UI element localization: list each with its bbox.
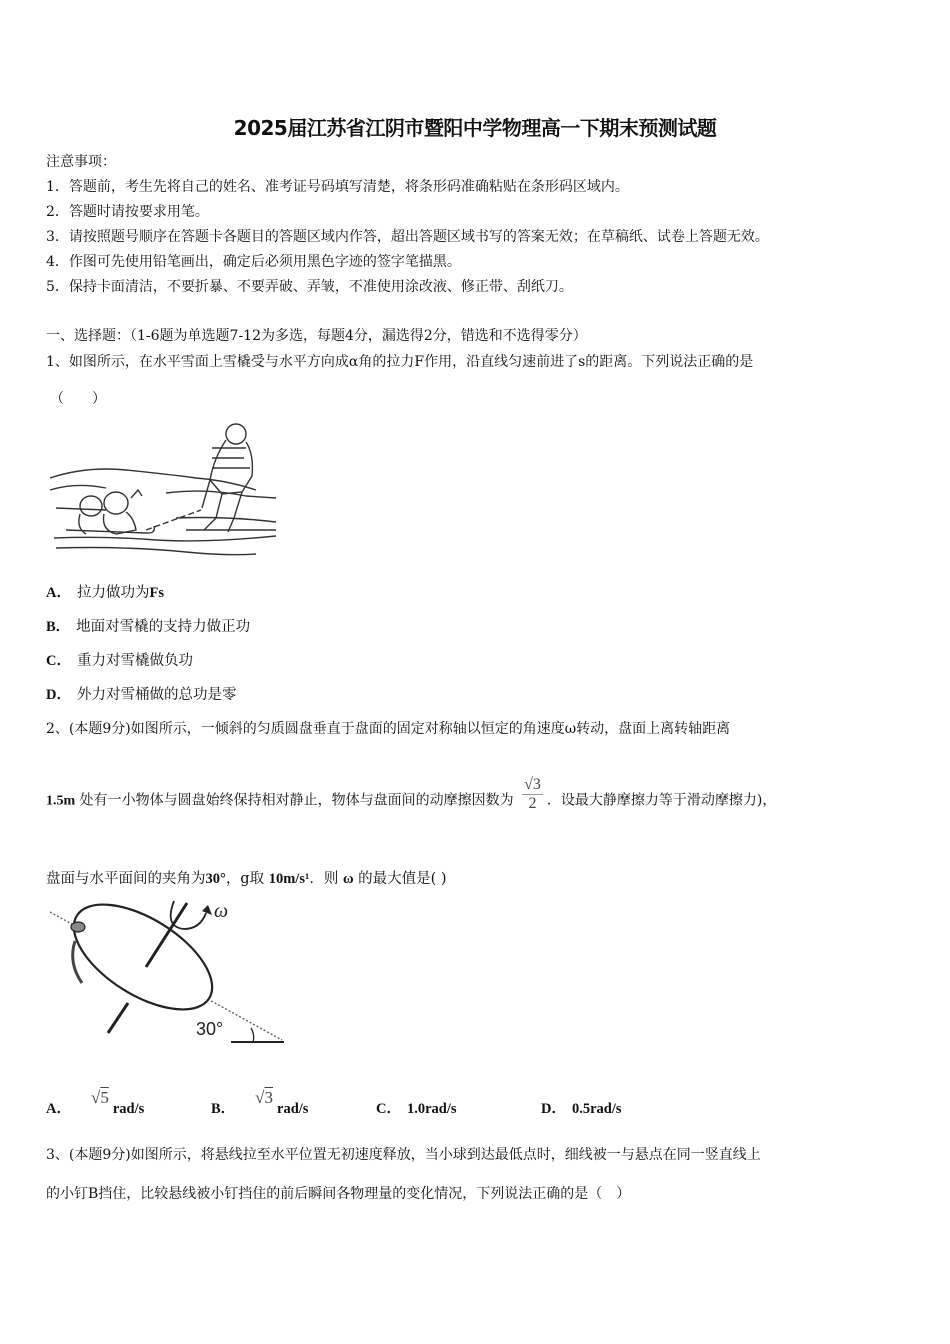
- notice-item: 5．保持卡面清洁，不要折暴、不要弄破、弄皱，不准使用涂改液、修正带、刮纸刀。: [46, 279, 573, 295]
- angle-label: 30°: [196, 1019, 224, 1039]
- question-2-stem-line3: 盘面与水平面间的夹角为30°，g取 10m/s¹．则 ω 的最大值是( ): [46, 871, 447, 887]
- option-c[interactable]: C． 1.0rad/s: [376, 1101, 457, 1117]
- question-3-stem-line1: 3、(本题9分)如图所示，将悬线拉至水平位置无初速度释放，当小球到达最低点时，细线被一与悬点在同一竖直线上: [46, 1147, 761, 1163]
- notice-item: 2．答题时请按要求用笔。: [46, 204, 209, 220]
- option-d[interactable]: D． 外力对雪桶做的总功是零: [46, 687, 237, 703]
- option-b[interactable]: B． 地面对雪橇的支持力做正功: [46, 619, 251, 635]
- page-title: 2025届江苏省江阴市暨阳中学物理高一下期末预测试题: [233, 116, 717, 140]
- section-heading: 一、选择题：（1-6题为单选题7-12为多选，每题4分，漏选得2分，错选和不选得零分）: [46, 328, 587, 344]
- sqrt-symbol: √3: [255, 1088, 274, 1107]
- inclined-rotating-disc: [46, 895, 291, 1050]
- question-2-stem-line2: 1.5m 处有一小物体与圆盘始终保持相对静止，物体与盘面间的动摩擦因数为 $\frac{√3}{2}$ ．设最大静摩擦力等于滑动摩擦力)，: [46, 776, 777, 812]
- sqrt-symbol: √5: [90, 1088, 109, 1107]
- option-b[interactable]: B．√3rad/s: [211, 1088, 309, 1117]
- option-a[interactable]: A． 拉力做功为Fs: [46, 585, 164, 601]
- notice-heading: 注意事项：: [46, 154, 116, 170]
- option-d[interactable]: D． 0.5rad/s: [541, 1101, 622, 1117]
- option-a[interactable]: A．√5rad/s: [46, 1088, 145, 1117]
- option-c[interactable]: C． 重力对雪橇做负功: [46, 653, 193, 669]
- question-text: 如图所示，在水平雪面上雪橇受与水平方向成α角的拉力F作用，沿直线匀速前进了s的距离。下列说法正确的是: [68, 354, 754, 370]
- friction-coefficient-fraction: $\frac{√3}{2}$: [524, 776, 541, 812]
- question-3-stem-line2: 的小钉B挡住，比较悬线被小钉挡住的前后瞬间各物理量的变化情况，下列说法正确的是（ ）: [46, 1186, 631, 1202]
- question-2-stem-line1: 2、(本题9分)如图所示，一倾斜的匀质圆盘垂直于盘面的固定对称轴以恒定的角速度ω转动，盘面上离转轴距离: [46, 721, 731, 737]
- omega-label: ω: [214, 900, 229, 922]
- answer-blank: （ ）: [50, 391, 106, 407]
- question-1-stem: [46, 351, 753, 371]
- sled-pulling-illustration: [46, 418, 281, 566]
- notice-item: 4．作图可先使用铅笔画出，确定后必须用黑色字迹的签字笔描黑。: [46, 254, 461, 270]
- notice-item: 3．请按照题号顺序在答题卡各题目的答题区域内作答，超出答题区域书写的答案无效；在草稿纸、试卷上答题无效。: [46, 229, 769, 245]
- notice-item: 1．答题前，考生先将自己的姓名、准考证号码填写清楚，将条形码准确粘贴在条形码区域内。: [46, 179, 629, 195]
- question-number: 1、: [46, 354, 69, 370]
